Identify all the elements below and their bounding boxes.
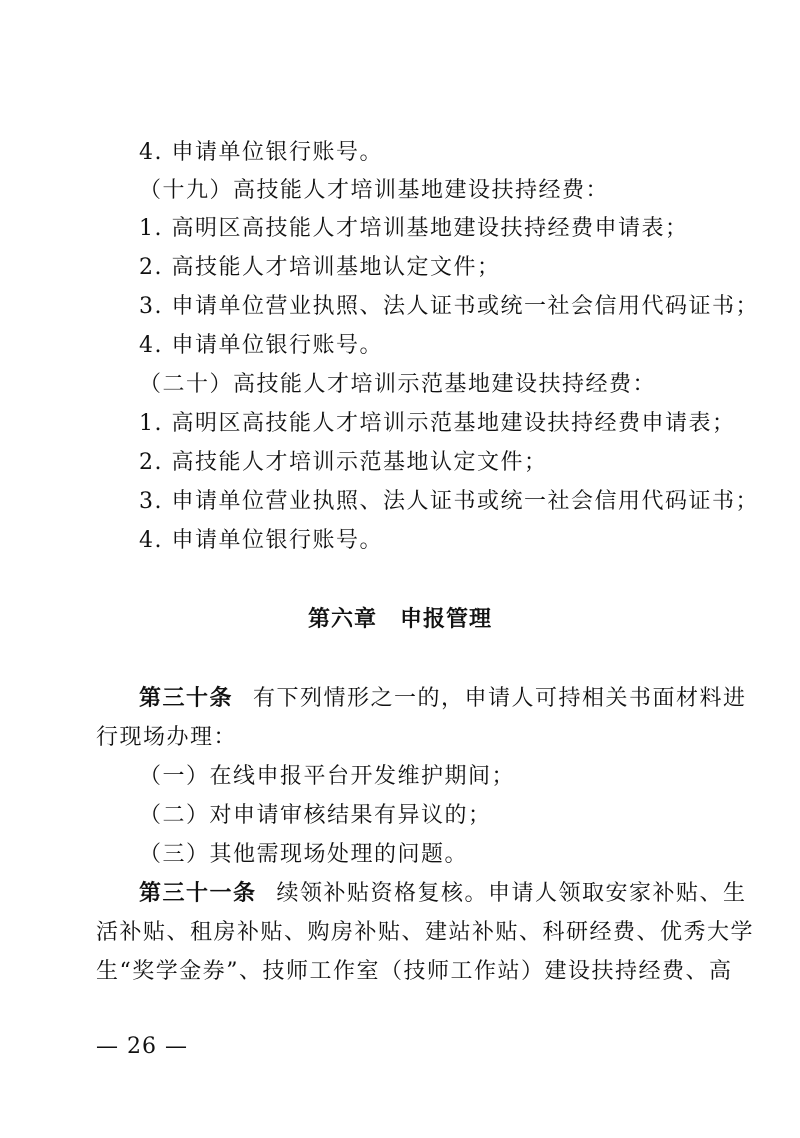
article-31-line-1 bbox=[139, 879, 747, 909]
article-31-line-2: 活补贴、租房补贴、购房补贴、建站补贴、科研经费、优秀大学 bbox=[96, 920, 755, 945]
article-30-label: 第三十条 bbox=[139, 686, 234, 711]
article-30-text: 有下列情形之一的，申请人可持相关书面材料进 bbox=[253, 686, 747, 711]
list-line: 4. 申请单位银行账号。 bbox=[139, 528, 383, 553]
list-line: 4. 申请单位银行账号。 bbox=[139, 333, 383, 358]
article-31-text: 续领补贴资格复核。申请人领取安家补贴、生 bbox=[276, 881, 747, 906]
list-line: 4. 申请单位银行账号。 bbox=[139, 140, 383, 165]
page-number: — 26 — bbox=[96, 1034, 188, 1059]
article-30-line-1 bbox=[139, 684, 747, 714]
chapter-heading: 第六章 申报管理 bbox=[307, 607, 492, 632]
list-line: 1. 高明区高技能人才培训基地建设扶持经费申请表； bbox=[139, 216, 689, 241]
article-31-line-3: 生“奖学金券”、技师工作室（技师工作站）建设扶持经费、高 bbox=[96, 959, 733, 984]
section-title: （十九）高技能人才培训基地建设扶持经费： bbox=[139, 178, 610, 203]
list-line: 3. 申请单位营业执照、法人证书或统一社会信用代码证书； bbox=[139, 489, 759, 514]
list-line: 3. 申请单位营业执照、法人证书或统一社会信用代码证书； bbox=[139, 294, 759, 319]
section-title: （二十）高技能人才培训示范基地建设扶持经费： bbox=[139, 372, 657, 397]
article-31-label: 第三十一条 bbox=[139, 881, 257, 906]
article-30-item: （一）在线申报平台开发维护期间； bbox=[139, 764, 516, 789]
list-line: 2. 高技能人才培训基地认定文件； bbox=[139, 255, 501, 280]
article-30-item: （三）其他需现场处理的问题。 bbox=[139, 842, 469, 867]
article-30-item: （二）对申请审核结果有异议的； bbox=[139, 803, 492, 828]
list-line: 2. 高技能人才培训示范基地认定文件； bbox=[139, 450, 548, 475]
list-line: 1. 高明区高技能人才培训示范基地建设扶持经费申请表； bbox=[139, 411, 736, 436]
article-30-line-2: 行现场办理： bbox=[96, 725, 238, 750]
